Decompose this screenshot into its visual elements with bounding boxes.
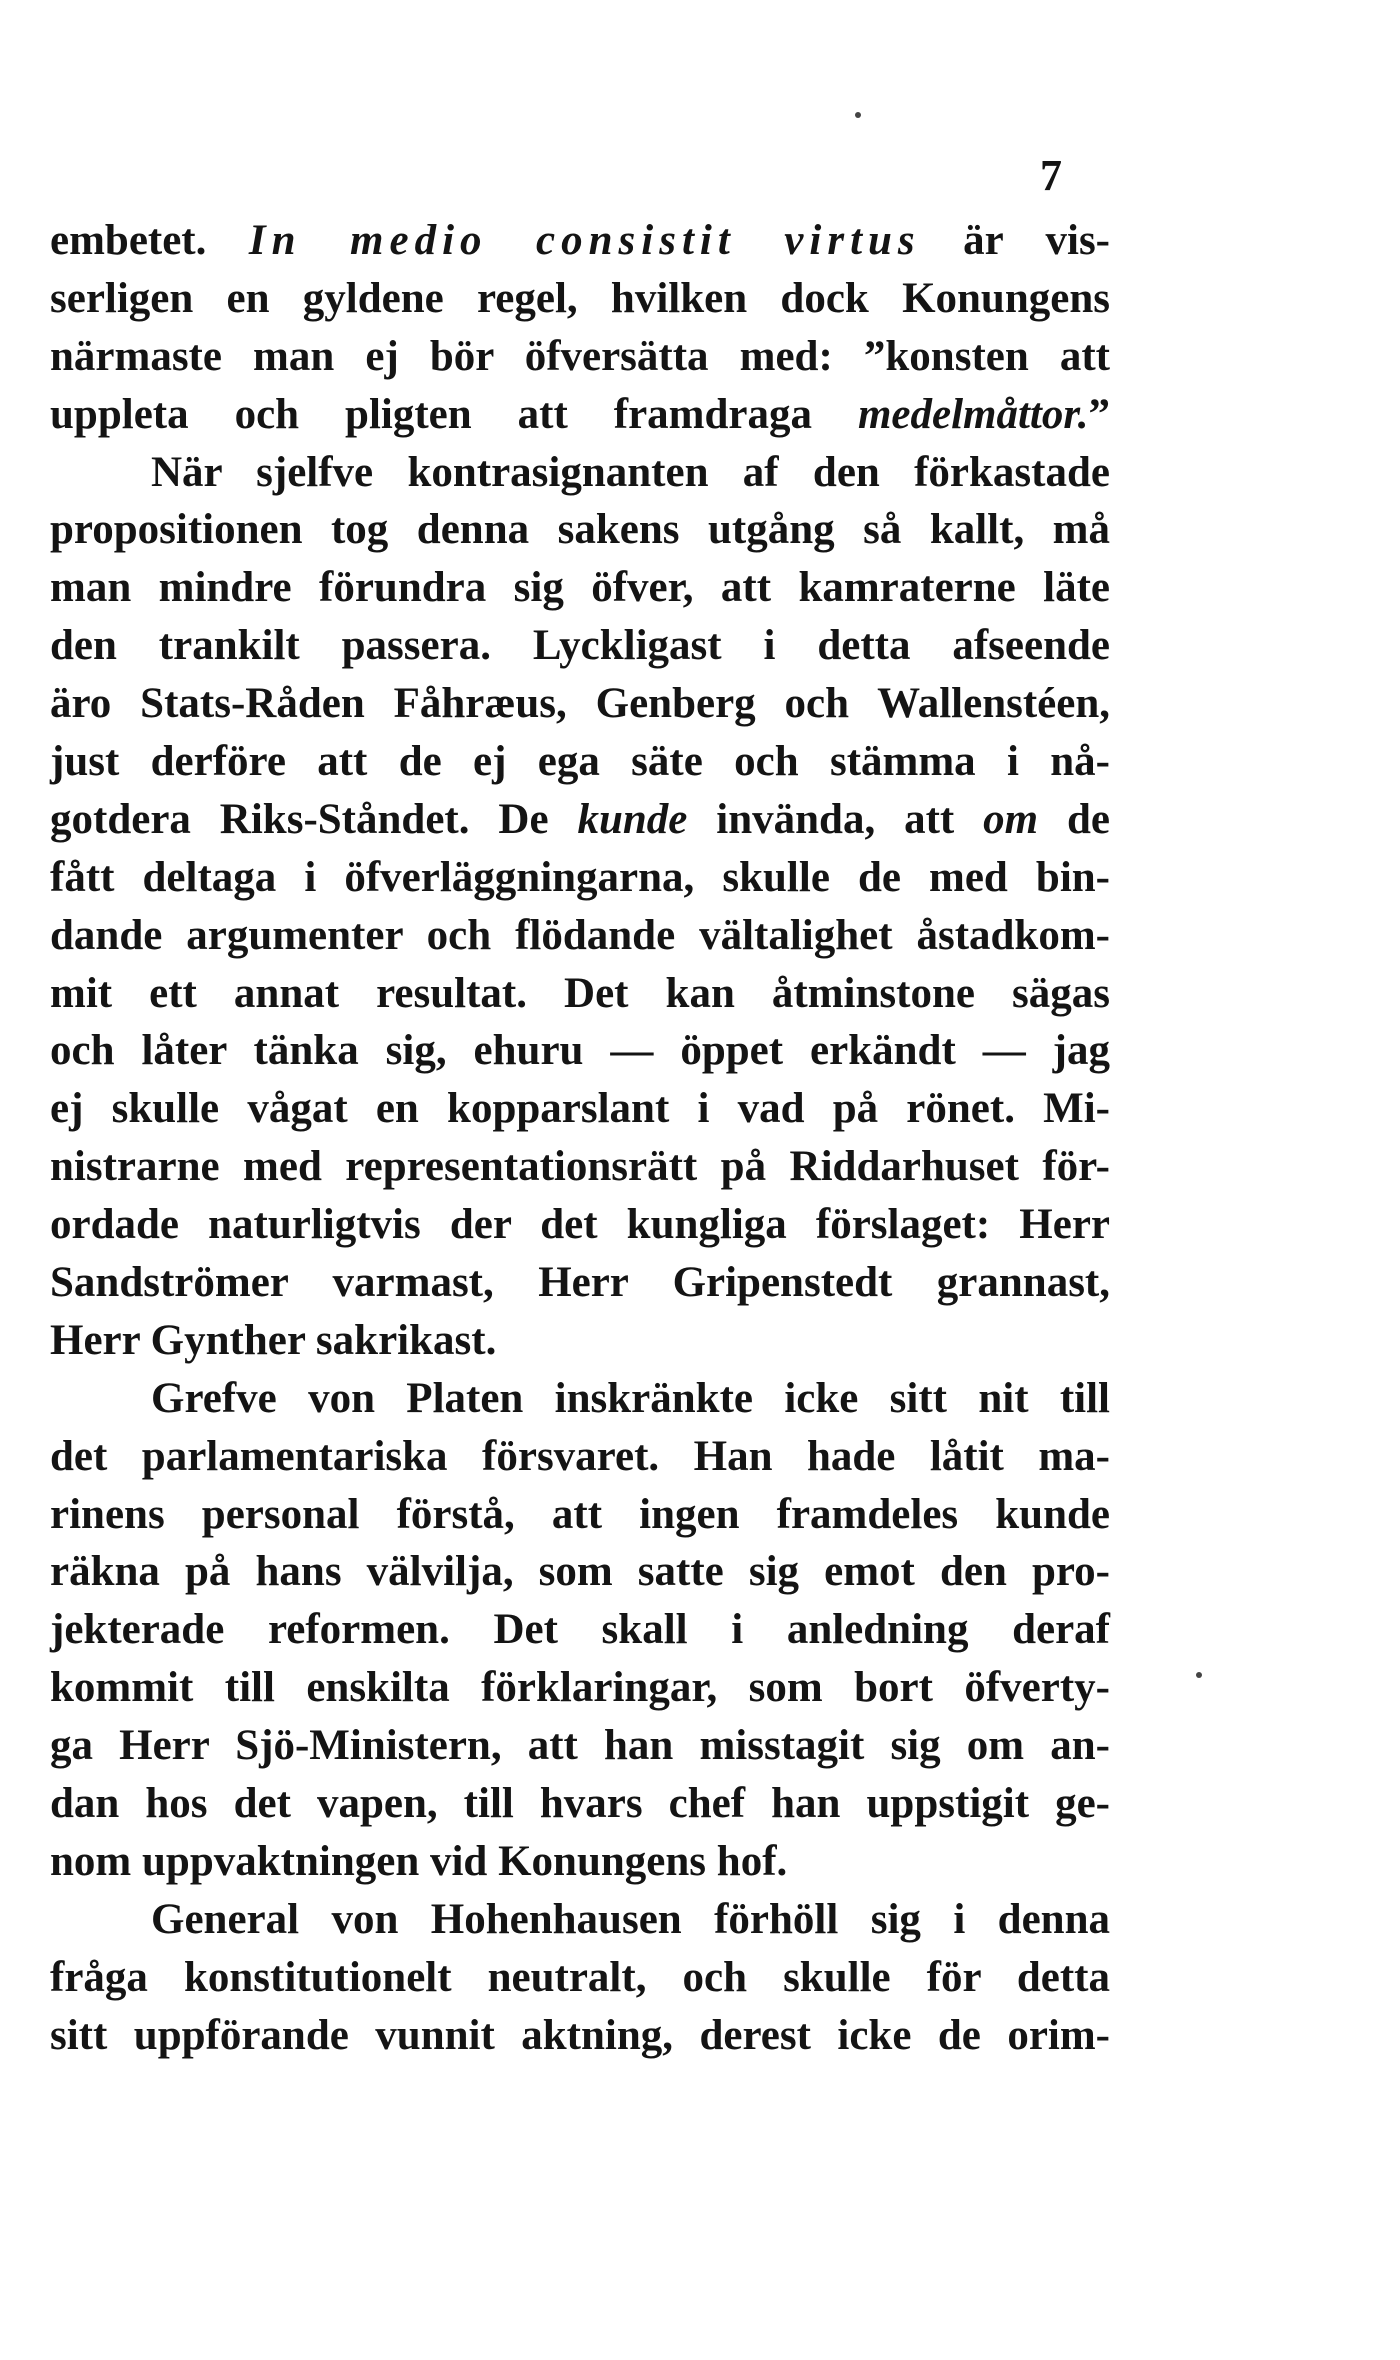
text-segment: ” <box>1088 390 1110 438</box>
text-segment: nom uppvaktningen vid Konungens hof. <box>50 1837 788 1885</box>
text-segment: ga Herr Sjö-Ministern, att han misstagit sig om an- <box>50 1722 1110 1770</box>
body-text <box>50 212 1110 2065</box>
text-line <box>50 1022 1110 1080</box>
text-line <box>50 1601 1110 1659</box>
text-segment: fått deltaga i öfverläggningarna, skulle de med bin- <box>50 853 1110 901</box>
emphasized-text: om <box>983 795 1039 843</box>
text-line <box>50 212 1110 270</box>
text-line <box>50 1775 1110 1833</box>
text-line <box>50 1312 1110 1370</box>
paragraph <box>50 1891 1110 2065</box>
emphasized-text: kunde <box>577 795 688 843</box>
text-line <box>50 1543 1110 1601</box>
text-segment: äro Stats-Råden Fåhræus, Genberg och Wallenstéen, <box>50 680 1110 728</box>
text-line <box>50 1949 1110 2007</box>
text-segment: embetet. <box>50 217 249 264</box>
text-segment: General von Hohenhausen förhöll sig i denna <box>151 1895 1110 1943</box>
paragraph <box>50 1370 1110 1891</box>
page-number: 7 <box>1040 151 1062 200</box>
text-line <box>50 1080 1110 1138</box>
text-segment: Herr Gynther sakrikast. <box>50 1316 497 1364</box>
text-line <box>50 1833 1110 1891</box>
text-line <box>50 617 1110 675</box>
text-line <box>50 501 1110 559</box>
emphasized-text: medelmåttor. <box>857 390 1089 438</box>
text-line <box>50 907 1110 965</box>
print-speck <box>1196 1672 1202 1678</box>
text-line <box>50 791 1110 849</box>
text-segment: nistrarne med representationsrätt på Riddarhuset för- <box>50 1143 1110 1191</box>
text-line <box>50 1659 1110 1717</box>
paragraph <box>50 212 1110 444</box>
text-segment: och låter tänka sig, ehuru — öppet erkändt — jag <box>50 1027 1110 1075</box>
text-line <box>50 1891 1110 1949</box>
text-line <box>50 733 1110 791</box>
text-line <box>50 1428 1110 1486</box>
text-segment: man mindre förundra sig öfver, att kamraterne läte <box>50 564 1110 612</box>
text-line <box>50 444 1110 502</box>
text-line <box>50 965 1110 1023</box>
text-segment: Sandströmer varmast, Herr Gripenstedt grannast, <box>50 1259 1110 1307</box>
text-line <box>50 1370 1110 1428</box>
text-segment: dan hos det vapen, till hvars chef han uppstigit ge- <box>50 1780 1110 1828</box>
text-segment: mit ett annat resultat. Det kan åtminstone sägas <box>50 969 1110 1017</box>
text-line <box>50 849 1110 907</box>
text-segment: de <box>1038 795 1110 843</box>
text-segment: det parlamentariska försvaret. Han hade låtit ma- <box>50 1432 1110 1480</box>
text-line <box>50 1486 1110 1544</box>
text-segment: är vis- <box>920 217 1110 264</box>
text-segment: just derföre att de ej ega säte och stämma i nå- <box>50 738 1110 786</box>
text-line <box>50 328 1110 386</box>
text-segment: propositionen tog denna sakens utgång så kallt, må <box>50 506 1110 554</box>
text-segment: gotdera Riks-Ståndet. De <box>50 795 578 843</box>
text-segment: dande argumenter och flödande vältalighet åstadkom- <box>50 911 1110 959</box>
text-line <box>50 270 1110 328</box>
text-segment: sitt uppförande vunnit aktning, derest icke de orim- <box>50 2011 1110 2059</box>
text-line <box>50 1254 1110 1312</box>
text-segment: den trankilt passera. Lyckligast i detta afseende <box>50 622 1110 670</box>
text-segment: invända, att <box>687 795 984 843</box>
text-segment: serligen en gyldene regel, hvilken dock Konungens <box>50 274 1110 322</box>
text-line <box>50 559 1110 617</box>
text-segment: ordade naturligtvis der det kungliga förslaget: Herr <box>50 1201 1110 1249</box>
paragraph <box>50 444 1110 1370</box>
emphasized-text: In medio consistit virtus <box>248 217 921 264</box>
print-speck <box>855 112 861 118</box>
text-segment: När sjelfve kontrasignanten af den förkastade <box>151 448 1110 496</box>
text-segment: Grefve von Platen inskränkte icke sitt nit till <box>151 1374 1110 1422</box>
text-segment: närmaste man ej bör öfversätta med: ”konsten att <box>50 332 1110 380</box>
text-line <box>50 386 1110 444</box>
text-segment: kommit till enskilta förklaringar, som bort öfverty- <box>50 1664 1110 1712</box>
text-line <box>50 1196 1110 1254</box>
text-segment: räkna på hans välvilja, som satte sig emot den pro- <box>50 1548 1110 1596</box>
text-segment: ej skulle vågat en kopparslant i vad på rönet. Mi- <box>50 1085 1110 1133</box>
text-segment: jekterade reformen. Det skall i anledning deraf <box>50 1606 1110 1654</box>
text-line <box>50 675 1110 733</box>
text-line <box>50 1717 1110 1775</box>
text-segment: uppleta och pligten att framdraga <box>50 390 858 438</box>
text-line <box>50 2007 1110 2065</box>
text-segment: rinens personal förstå, att ingen framdeles kunde <box>50 1490 1110 1538</box>
text-line <box>50 1138 1110 1196</box>
text-segment: fråga konstitutionelt neutralt, och skulle för detta <box>50 1953 1110 2001</box>
